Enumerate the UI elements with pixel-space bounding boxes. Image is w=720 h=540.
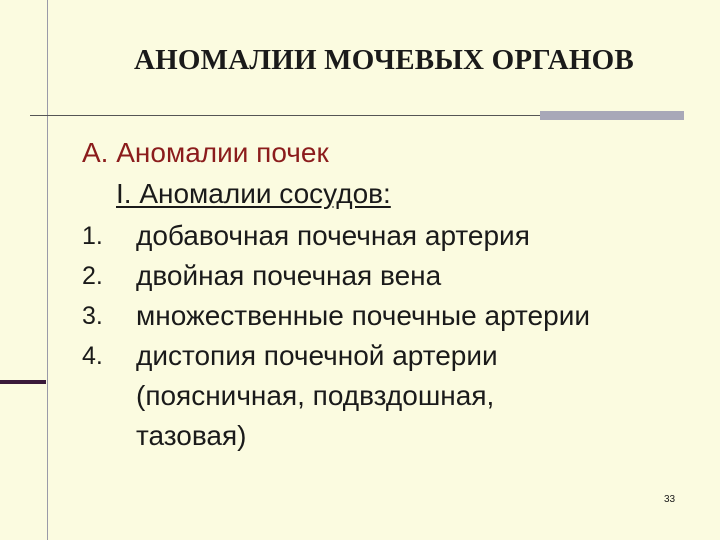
list-item-number: 1. (82, 222, 103, 250)
left-accent-bar (0, 380, 46, 384)
list-item-text-continued: (поясничная, подвздошная, (136, 380, 495, 411)
page-number: 33 (664, 494, 676, 505)
subsection-heading-text: I. Аномалии сосудов: (116, 178, 391, 209)
list-item (82, 296, 590, 336)
list-item-text: дистопия почечной артерии (136, 340, 498, 371)
left-vertical-line (47, 0, 48, 540)
list-item-text-continued: тазовая) (136, 420, 247, 451)
slide-content (82, 134, 590, 456)
list-item-number: 2. (82, 262, 103, 290)
title-divider-block (540, 111, 684, 120)
list-item-number: 4. (82, 342, 103, 370)
list-item-text: множественные почечные артерии (136, 300, 590, 331)
list-item (82, 256, 590, 296)
slide-title: АНОМАЛИИ МОЧЕВЫХ ОРГАНОВ (134, 44, 634, 76)
list-item (82, 336, 590, 456)
list-item (82, 216, 590, 256)
list-item-text: двойная почечная вена (136, 260, 442, 291)
section-heading: А. Аномалии почек (82, 137, 329, 168)
list-item-number: 3. (82, 302, 103, 330)
list-item-text: добавочная почечная артерия (136, 220, 530, 251)
subsection-heading (82, 172, 590, 216)
